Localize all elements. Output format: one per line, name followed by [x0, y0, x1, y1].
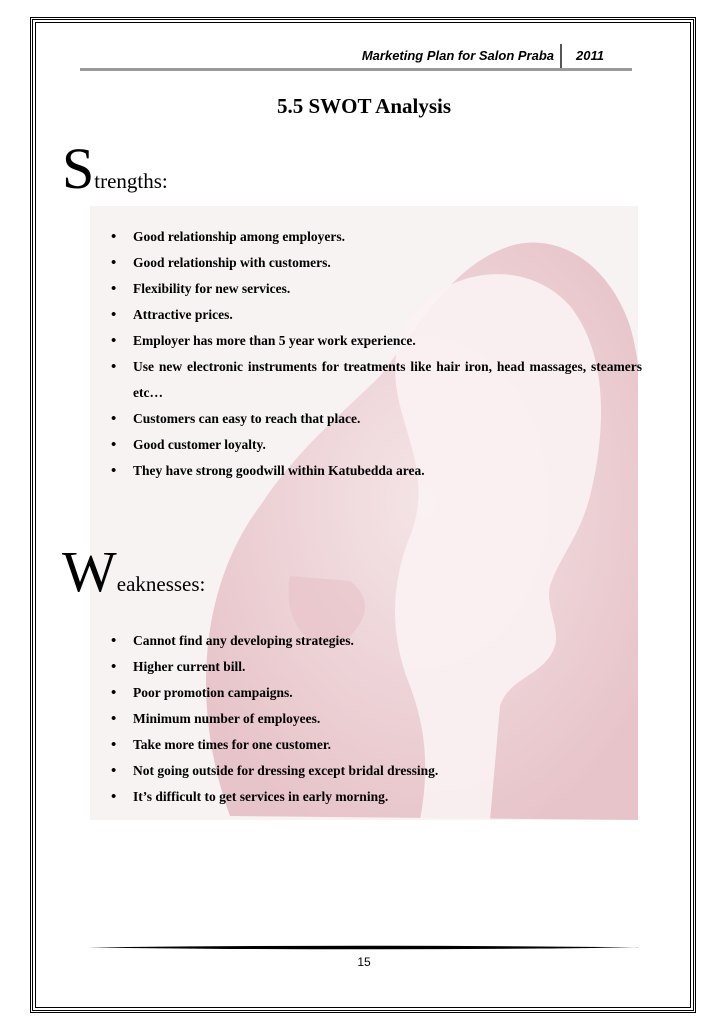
- strengths-title: trengths:: [94, 169, 168, 193]
- list-item: • Cannot find any developing strategies.: [108, 628, 642, 654]
- strengths-list: [108, 224, 642, 484]
- list-item: • Good relationship among employers.: [108, 224, 642, 250]
- strengths-initial: S: [62, 136, 95, 201]
- header-rule: [80, 68, 632, 71]
- weaknesses-list: [108, 628, 642, 810]
- list-item: • Poor promotion campaigns.: [108, 680, 642, 706]
- header-year: 2011: [576, 48, 604, 63]
- section-title: 5.5 SWOT Analysis: [276, 94, 452, 118]
- weaknesses-title: eaknesses:: [116, 572, 206, 596]
- list-item: • It’s difficult to get services in early morning.: [108, 784, 642, 810]
- strengths-heading: [62, 136, 168, 201]
- list-item: • Attractive prices.: [108, 302, 642, 328]
- list-item: • They have strong goodwill within Katubedda area.: [108, 458, 642, 484]
- list-item: • Employer has more than 5 year work experience.: [108, 328, 642, 354]
- weaknesses-heading: [62, 539, 206, 604]
- page-header: [80, 42, 632, 76]
- list-item: • Good relationship with customers.: [108, 250, 642, 276]
- list-item: • Minimum number of employees.: [108, 706, 642, 732]
- header-separator: [560, 44, 562, 68]
- page-number: 15: [357, 955, 371, 969]
- list-item: • Customers can easy to reach that place.: [108, 406, 642, 432]
- list-item: • Higher current bill.: [108, 654, 642, 680]
- list-item: • Use new electronic instruments for treatments like hair iron, head massages, steamers etc…: [108, 354, 642, 406]
- list-item: • Take more times for one customer.: [108, 732, 642, 758]
- footer-rule: [88, 945, 640, 950]
- list-item: • Not going outside for dressing except bridal dressing.: [108, 758, 642, 784]
- list-item: • Good customer loyalty.: [108, 432, 642, 458]
- weaknesses-initial: W: [62, 539, 117, 604]
- list-item: • Flexibility for new services.: [108, 276, 642, 302]
- header-title: Marketing Plan for Salon Praba: [361, 48, 554, 63]
